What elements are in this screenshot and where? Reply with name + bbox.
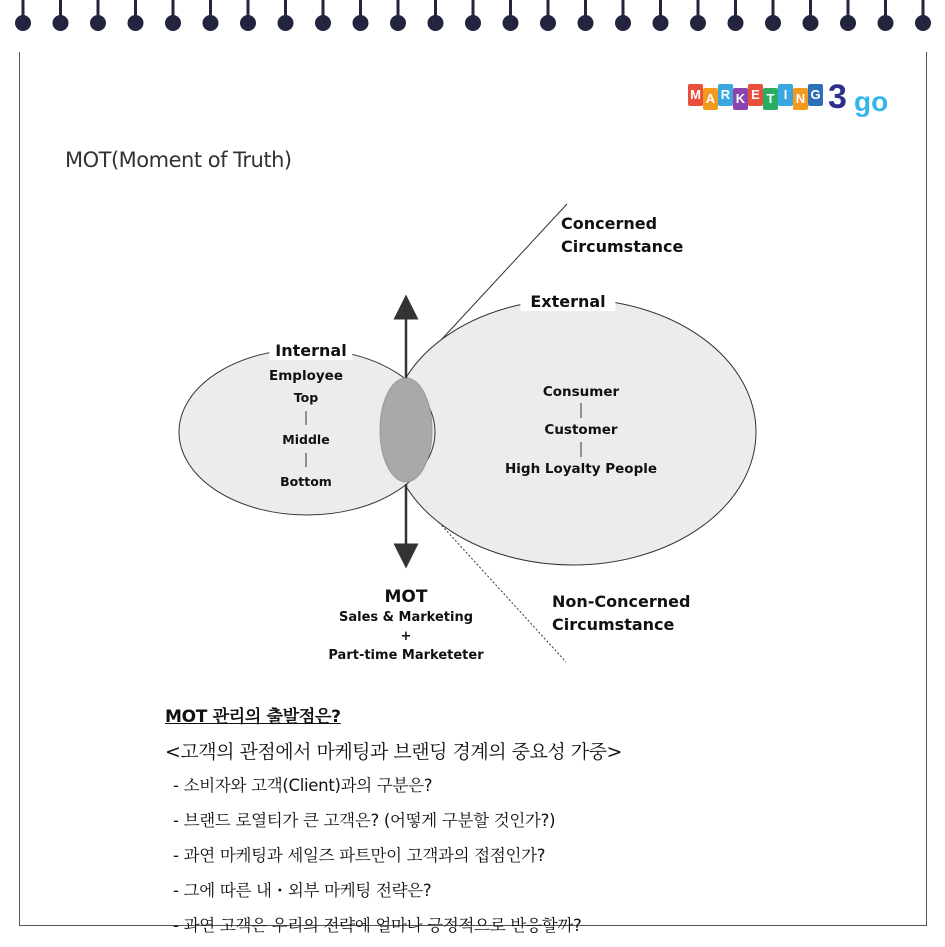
concerned-label: [561, 212, 683, 258]
mot-line1: Sales & Marketing: [339, 610, 473, 625]
logo-letter-tile: T: [763, 88, 778, 110]
logo-letter-tile: N: [793, 88, 808, 110]
note-bullet-5: - 과연 고객은 우리의 전략에 얼마나 긍정적으로 반응할까?: [173, 916, 582, 935]
mot-title: MOT: [384, 587, 428, 607]
external-level-customer: Customer: [544, 422, 618, 438]
page-title: MOT(Moment of Truth): [65, 148, 292, 172]
non-concerned-line2: Circumstance: [552, 615, 675, 634]
mot-block: [328, 586, 483, 665]
external-level-consumer: Consumer: [542, 384, 620, 400]
mot-plus: +: [400, 629, 412, 644]
internal-level-top: Top: [293, 390, 319, 405]
notes-subheading: <고객의 관점에서 마케팅과 브랜딩 경계의 중요성 가중>: [165, 741, 622, 763]
note-bullet-1: - 소비자와 고객(Client)과의 구분은?: [173, 776, 433, 795]
note-bullet-3: - 과연 마케팅과 세일즈 파트만이 고객과의 접점인가?: [173, 846, 546, 865]
internal-title: Internal: [269, 341, 352, 360]
logo-suffix: go: [854, 86, 889, 117]
logo-letter-tile: I: [778, 84, 793, 106]
note-bullet-2: - 브랜드 로열티가 큰 고객은? (어떻게 구분할 것인가?): [173, 811, 556, 830]
notes-heading: MOT 관리의 출발점은?: [165, 707, 341, 727]
external-title: External: [520, 292, 615, 311]
mot-line2: Part-time Marketeter: [328, 648, 484, 663]
employee-label: Employee: [269, 368, 343, 384]
internal-level-bottom: Bottom: [280, 474, 332, 489]
logo-letter-tile: G: [808, 84, 823, 106]
logo-number: 3: [828, 78, 847, 116]
non-concerned-label: [552, 590, 690, 636]
concerned-line1: Concerned: [561, 214, 658, 233]
non-concerned-line1: Non-Concerned: [552, 592, 691, 611]
notes-section: [165, 702, 885, 947]
logo-letter-tile: M: [688, 84, 703, 106]
internal-level-middle: Middle: [282, 432, 330, 447]
mot-overlap: [380, 378, 432, 482]
concerned-line2: Circumstance: [561, 237, 684, 256]
external-level-high-loyalty: High Loyalty People: [504, 461, 658, 477]
logo-letter-tile: E: [748, 84, 763, 106]
note-bullet-4: - 그에 따른 내・외부 마케팅 전략은?: [173, 881, 432, 900]
logo-letter-tile: K: [733, 88, 748, 110]
logo-letter-tile: R: [718, 84, 733, 106]
logo-letter-tile: A: [703, 88, 718, 110]
